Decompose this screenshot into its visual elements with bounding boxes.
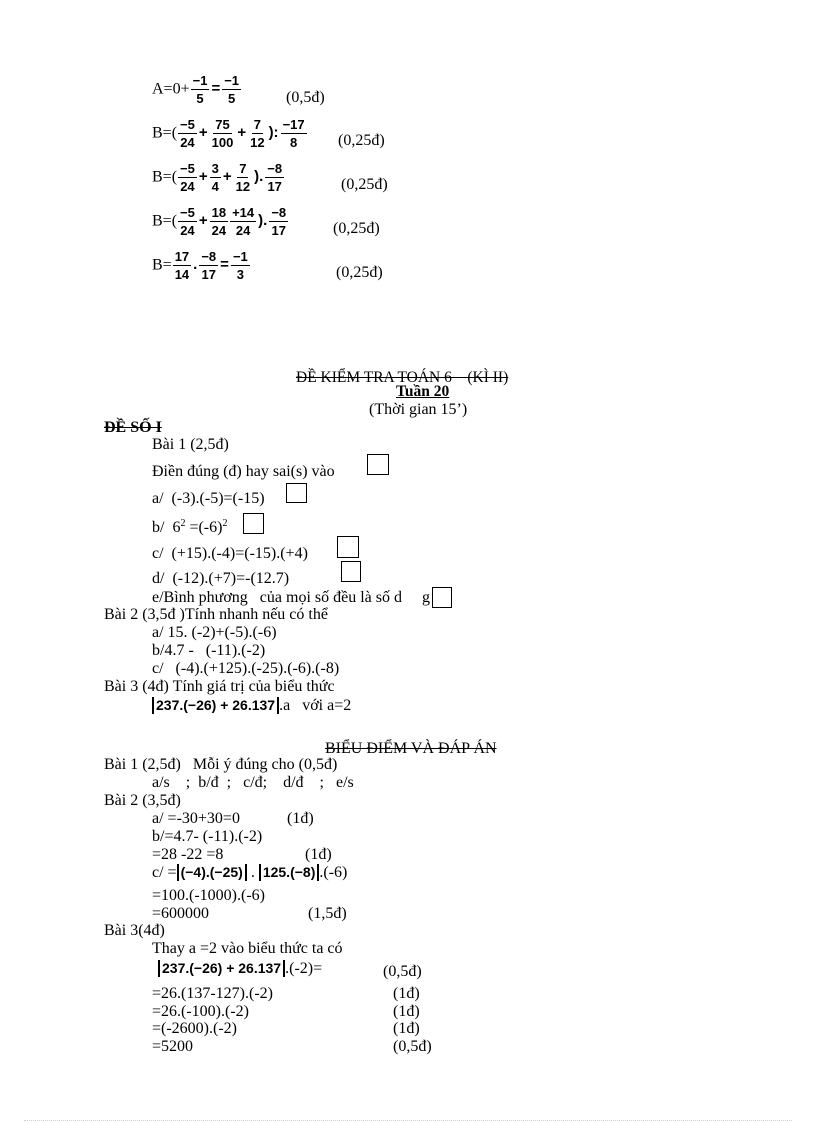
fraction: $\frac{-5}{24}$ — [180, 161, 195, 194]
de-so-heading: ĐỀ SỐ I — [104, 419, 162, 436]
fraction: $\frac{7}{12}$ — [235, 161, 251, 194]
bai1-item-e: e/Bình phương của mọi số đều là số d g — [152, 589, 430, 606]
key-b3-line5: =(-2600).(-2) — [152, 1020, 237, 1037]
bai1-item-a: a/ (-3).(-5)=(-15) — [152, 490, 265, 507]
key-b3-line3-points: (1đ) — [393, 985, 420, 1002]
key-b3-line6-points: (0,5đ) — [393, 1038, 432, 1055]
exam-time: (Thời gian 15’) — [369, 401, 468, 418]
answer-line-b4: B= $\frac{17}{14}$ . $\frac{-8}{17}$ = $\frac{-1}{3}$ — [152, 249, 248, 282]
fraction: $\frac{3}{4}$ — [211, 161, 219, 194]
fraction: $\frac{-1}{5}$ — [224, 73, 240, 106]
fraction: $\frac{-8}{17}$ — [267, 161, 283, 194]
bai1-item-b: b/ $6^2 =(-6)^2$ — [152, 518, 228, 536]
answer-box-a[interactable] — [286, 483, 307, 503]
exam-title: ĐỀ KIỂM TRA TOÁN 6 (KÌ II) — [296, 369, 509, 386]
bai1-item-c: c/ (+15).(-4)=(-15).(+4) — [152, 545, 308, 562]
fraction: $\frac{-5}{24}$ — [180, 117, 195, 150]
bai2-item-b: b/4.7 - (-11).(-2) — [152, 642, 266, 659]
key-b3-line5-points: (1đ) — [393, 1020, 420, 1037]
answer-box-c[interactable] — [337, 536, 359, 558]
key-b3-line2: 237.(−26) + 26.137 .(-2)= — [158, 960, 322, 977]
key-b3-line1: Thay a =2 vào biểu thức ta có — [152, 940, 343, 957]
key-title: BIỂU ĐIỂM VÀ ĐÁP ÁN — [325, 740, 497, 757]
key-b2-line4: c/ = (−4).(−25) . 125.(−8) .(-6) — [152, 864, 348, 881]
key-b2-line5: =100.(-1000).(-6) — [152, 887, 265, 904]
fraction: $\frac{75}{100}$ — [211, 117, 234, 150]
points-b2: (0,25đ) — [341, 176, 388, 193]
key-b3-line4: =26.(-100).(-2) — [152, 1003, 249, 1020]
bracket-expression: 237.(−26) + 26.137 — [152, 697, 279, 714]
bai1-title: Bài 1 (2,5đ) — [152, 436, 229, 453]
page-bottom-divider — [24, 1120, 792, 1121]
fraction: $\frac{-1}{3}$ — [232, 249, 248, 282]
line-prefix: A=0+ — [152, 80, 190, 98]
key-b1-answers: a/s ; b/đ ; c/đ; d/đ ; e/s — [152, 774, 354, 791]
bai3-expression: 237.(−26) + 26.137 .a với a=2 — [152, 697, 351, 714]
answer-box-b[interactable] — [243, 513, 264, 534]
fraction: $\frac{7}{12}$ — [250, 117, 265, 150]
bai1-instruction: Điền đúng (đ) hay sai(s) vào — [152, 463, 335, 480]
key-b2-line2: b/=4.7- (-11).(-2) — [152, 828, 263, 845]
key-b1-title: Bài 1 (2,5đ) Mỗi ý đúng cho (0,5đ) — [104, 756, 338, 773]
bai2-item-c: c/ (-4).(+125).(-25).(-6).(-8) — [152, 660, 340, 677]
fraction: $\frac{-5}{24}$ — [180, 205, 195, 238]
answer-line-b3: B=( $\frac{-5}{24}$ + $\frac{18}{24}$ $\frac{+14}{24}$ ). $\frac{-8}{17}$ — [152, 205, 287, 238]
key-b2-line1-points: (1đ) — [287, 810, 314, 827]
bracket-expression: 237.(−26) + 26.137 — [158, 960, 285, 977]
fraction: $\frac{-17}{8}$ — [282, 117, 305, 150]
fraction: $\frac{-8}{17}$ — [201, 249, 217, 282]
points-b1: (0,25đ) — [338, 132, 385, 149]
bracket-expression: (−4).(−25) — [177, 864, 247, 881]
fraction: $\frac{17}{14}$ — [174, 249, 190, 282]
bai2-title: Bài 2 (3,5đ )Tính nhanh nếu có thể — [104, 606, 328, 623]
answer-box-d[interactable] — [341, 561, 361, 582]
answer-line-b2: B=( $\frac{-5}{24}$ + $\frac{3}{4}$ + $\frac{7}{12}$ ). $\frac{-8}{17}$ — [152, 161, 283, 194]
points-b3: (0,25đ) — [333, 220, 380, 237]
key-b3-line3: =26.(137-127).(-2) — [152, 985, 273, 1002]
key-b2-line6-points: (1,5đ) — [308, 905, 347, 922]
points-b4: (0,25đ) — [336, 264, 383, 281]
key-b3-line2-points: (0,5đ) — [383, 963, 422, 980]
answer-line-b1: B=( $\frac{-5}{24}$ + $\frac{75}{100}$ + $\frac{7}{12}$ ): $\frac{-17}{8}$ — [152, 117, 305, 150]
answer-box-e[interactable] — [432, 587, 452, 608]
bai1-item-d: d/ (-12).(+7)=-(12.7) — [152, 570, 290, 587]
points-a: (0,5đ) — [286, 89, 325, 106]
key-b2-title: Bài 2 (3,5đ) — [104, 792, 181, 809]
key-b3-line6: =5200 — [152, 1038, 194, 1055]
exam-week: Tuần 20 — [396, 383, 450, 400]
key-b3-title: Bài 3(4đ) — [104, 922, 165, 939]
key-b2-line3-points: (1đ) — [305, 846, 332, 863]
key-b3-line4-points: (1đ) — [393, 1003, 420, 1020]
fraction: $\frac{+14}{24}$ — [232, 205, 255, 238]
fraction: $\frac{18}{24}$ — [211, 205, 227, 238]
fraction: $\frac{-8}{17}$ — [271, 205, 287, 238]
key-b2-line3: =28 -22 =8 — [152, 846, 224, 863]
answer-line-a: A=0+ $\frac{-1}{5}$ = $\frac{-1}{5}$ — [152, 73, 240, 106]
bai2-item-a: a/ 15. (-2)+(-5).(-6) — [152, 624, 277, 641]
answer-box-instruction[interactable] — [367, 454, 389, 475]
key-b2-line1: a/ =-30+30=0 — [152, 810, 240, 827]
bai3-title: Bài 3 (4đ) Tính giá trị của biểu thức — [104, 678, 335, 695]
fraction: $\frac{-1}{5}$ — [192, 73, 208, 106]
bracket-expression: 125.(−8) — [259, 864, 320, 881]
key-b2-line6: =600000 — [152, 905, 210, 922]
